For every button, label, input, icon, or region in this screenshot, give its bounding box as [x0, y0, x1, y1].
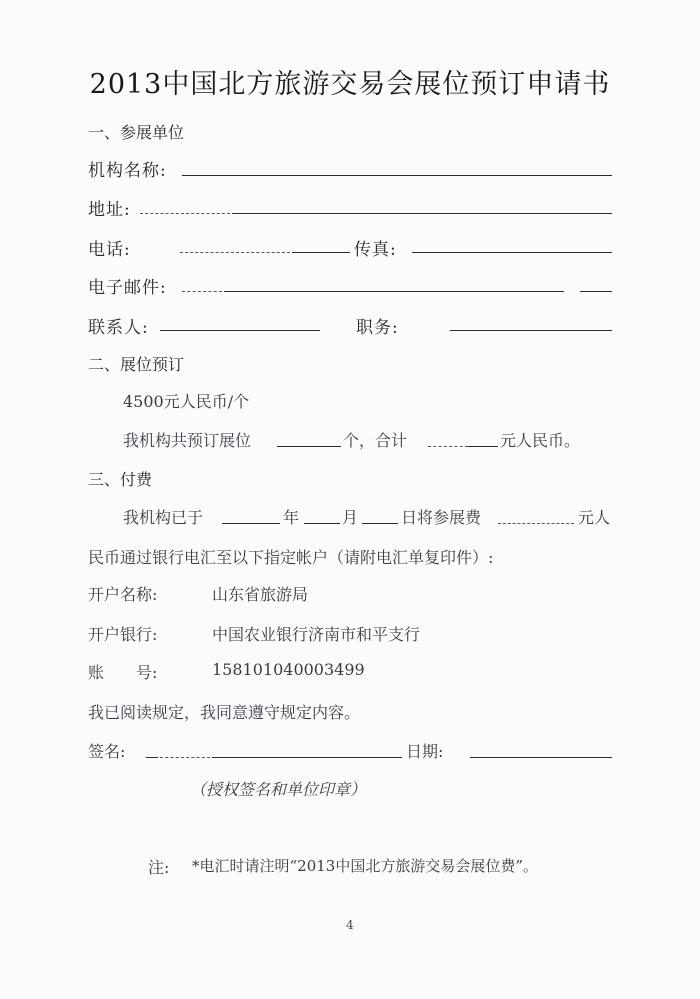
- payment-instruction: 民币通过银行电汇至以下指定帐户（请附电汇单复印件）:: [88, 548, 494, 567]
- signature-field-dashed[interactable]: [160, 757, 210, 758]
- email-field-end[interactable]: [580, 291, 612, 292]
- org-name-label: 机构名称:: [88, 161, 167, 181]
- date-field[interactable]: [470, 757, 612, 758]
- total-amount-field-dashed[interactable]: [428, 446, 468, 447]
- account-name-label: 开户名称:: [88, 585, 158, 604]
- section-booth-booking-heading: 二、展位预订: [88, 355, 185, 374]
- payment-prefix: 我机构已于: [123, 508, 204, 527]
- org-name-field[interactable]: [182, 175, 612, 176]
- section-participating-unit-heading: 一、参展单位: [88, 123, 185, 142]
- signature-label: 签名:: [88, 742, 126, 761]
- email-field[interactable]: [224, 291, 564, 292]
- account-number-value: 158101040003499: [212, 660, 365, 679]
- phone-field[interactable]: [292, 252, 350, 253]
- signature-note: （授权签名和单位印章）: [190, 780, 367, 799]
- position-label: 职务:: [356, 318, 399, 338]
- account-name-value: 山东省旅游局: [212, 585, 309, 604]
- booth-price: 4500元人民币/个: [123, 392, 250, 411]
- position-field[interactable]: [450, 330, 612, 331]
- address-field-dashed[interactable]: [140, 213, 230, 214]
- day-label: 日将参展费: [401, 508, 482, 527]
- note-label: 注:: [148, 858, 170, 877]
- payment-amount-field[interactable]: [498, 523, 574, 524]
- section-payment-heading: 三、付费: [88, 470, 153, 489]
- email-label: 电子邮件:: [88, 278, 167, 298]
- address-field[interactable]: [232, 213, 612, 214]
- booking-suffix: 元人民币。: [500, 431, 581, 450]
- bank-value: 中国农业银行济南市和平支行: [212, 625, 421, 644]
- date-label: 日期:: [406, 742, 444, 761]
- phone-label: 电话:: [88, 240, 131, 260]
- month-label: 月: [342, 508, 359, 527]
- fax-label: 传真:: [354, 240, 397, 260]
- payment-day-field[interactable]: [362, 523, 398, 524]
- signature-field-start[interactable]: [146, 757, 158, 758]
- page-number: 4: [346, 918, 354, 932]
- contact-field[interactable]: [160, 330, 320, 331]
- yuan-label: 元人: [578, 508, 611, 527]
- payment-month-field[interactable]: [304, 523, 340, 524]
- signature-field[interactable]: [212, 757, 402, 758]
- note-text: *电汇时请注明“2013中国北方旅游交易会展位费”。: [192, 857, 539, 875]
- form-title: 2013中国北方旅游交易会展位预订申请书: [89, 69, 611, 100]
- contact-label: 联系人:: [88, 318, 149, 338]
- fax-field[interactable]: [412, 252, 612, 253]
- total-amount-field[interactable]: [468, 446, 498, 447]
- booking-unit: 个，合计: [343, 431, 408, 450]
- email-field-dashed[interactable]: [182, 291, 222, 292]
- phone-field-dashed[interactable]: [180, 252, 290, 253]
- address-label: 地址:: [88, 200, 131, 220]
- booth-count-field[interactable]: [277, 446, 341, 447]
- booking-prefix: 我机构共预订展位: [123, 431, 252, 450]
- payment-year-field[interactable]: [222, 523, 280, 524]
- bank-label: 开户银行:: [88, 625, 158, 644]
- year-label: 年: [283, 508, 300, 527]
- agreement-statement: 我已阅读规定，我同意遵守规定内容。: [88, 703, 361, 722]
- account-number-label: 账 号:: [88, 663, 158, 682]
